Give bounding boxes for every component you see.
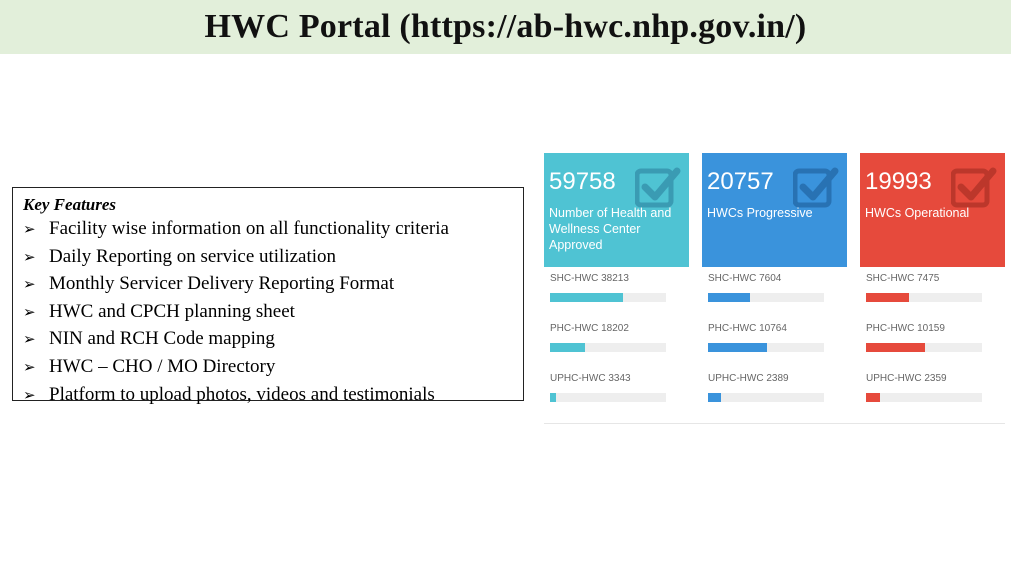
feature-text: Monthly Servicer Delivery Reporting Format <box>49 273 395 295</box>
stat-label: HWCs Operational <box>865 206 970 220</box>
metric-uphc <box>550 373 670 402</box>
panel-bottom-divider <box>544 423 1005 424</box>
metric-uphc <box>866 373 986 402</box>
progress-fill <box>550 393 556 402</box>
arrow-bullet-icon: ➢ <box>23 304 36 321</box>
metric-shc <box>550 273 670 302</box>
metric-shc <box>708 273 828 302</box>
progress-fill <box>866 393 880 402</box>
progress-track <box>708 293 824 302</box>
metric-shc <box>866 273 986 302</box>
feature-item <box>23 299 513 327</box>
stat-value: 20757 <box>707 168 774 195</box>
card-header <box>860 153 1005 267</box>
metric-phc <box>550 323 670 352</box>
feature-text: Facility wise information on all functionality criteria <box>49 218 449 239</box>
key-features-box <box>12 187 524 405</box>
progress-fill <box>550 343 585 352</box>
card-header <box>544 153 689 267</box>
progress-fill <box>550 293 623 302</box>
features-list <box>23 216 513 409</box>
card-progressive <box>702 153 847 425</box>
metric-phc <box>708 323 828 352</box>
metric-label: UPHC-HWC 2359 <box>866 373 947 384</box>
progress-fill <box>866 343 925 352</box>
metric-label: SHC-HWC 38213 <box>550 273 629 284</box>
card-approved <box>544 153 689 425</box>
key-features-heading: Key Features <box>23 195 117 214</box>
checkbox-icon <box>951 165 997 211</box>
stat-value: 59758 <box>549 168 616 195</box>
progress-track <box>866 293 982 302</box>
progress-fill <box>708 343 767 352</box>
progress-track <box>708 343 824 352</box>
stat-label: HWCs Progressive <box>707 206 813 220</box>
progress-track <box>708 393 824 402</box>
progress-track <box>866 393 982 402</box>
card-header <box>702 153 847 267</box>
arrow-bullet-icon: ➢ <box>23 277 36 294</box>
progress-track <box>550 393 666 402</box>
checkbox-icon <box>793 165 839 211</box>
arrow-bullet-icon: ➢ <box>23 332 36 349</box>
metric-label: PHC-HWC 10159 <box>866 323 945 334</box>
metric-label: PHC-HWC 18202 <box>550 323 629 334</box>
metric-uphc <box>708 373 828 402</box>
feature-text: HWC – CHO / MO Directory <box>49 355 276 377</box>
stat-value: 19993 <box>865 168 932 195</box>
page-title: HWC Portal (https://ab-hwc.nhp.gov.in/) <box>204 8 807 45</box>
metric-label: UPHC-HWC 2389 <box>708 373 789 384</box>
arrow-bullet-icon: ➢ <box>23 359 36 376</box>
arrow-bullet-icon: ➢ <box>23 249 36 266</box>
hwc-stats-panel <box>544 153 1005 425</box>
progress-fill <box>708 393 721 402</box>
feature-text: Daily Reporting on service utilization <box>49 245 337 267</box>
arrow-bullet-icon: ➢ <box>23 222 36 238</box>
feature-item <box>23 216 513 244</box>
progress-track <box>550 293 666 302</box>
metric-label: UPHC-HWC 3343 <box>550 373 631 384</box>
checkbox-icon <box>635 165 681 211</box>
progress-track <box>866 343 982 352</box>
metric-label: SHC-HWC 7475 <box>866 273 940 284</box>
progress-fill <box>866 293 909 302</box>
metric-label: SHC-HWC 7604 <box>708 273 782 284</box>
arrow-bullet-icon: ➢ <box>23 387 36 404</box>
stat-label: Number of Health and Wellness Center Approved <box>549 206 672 252</box>
title-bar <box>0 0 1011 54</box>
feature-item <box>23 271 513 299</box>
metric-phc <box>866 323 986 352</box>
feature-text: Platform to upload photos, videos and testimonials <box>49 383 435 405</box>
progress-track <box>550 343 666 352</box>
metric-label: PHC-HWC 10764 <box>708 323 787 334</box>
feature-item <box>23 354 513 382</box>
feature-item <box>23 382 513 410</box>
feature-text: NIN and RCH Code mapping <box>49 328 275 350</box>
feature-text: HWC and CPCH planning sheet <box>49 300 295 322</box>
card-operational <box>860 153 1005 425</box>
progress-fill <box>708 293 750 302</box>
feature-item <box>23 244 513 272</box>
feature-item <box>23 326 513 354</box>
